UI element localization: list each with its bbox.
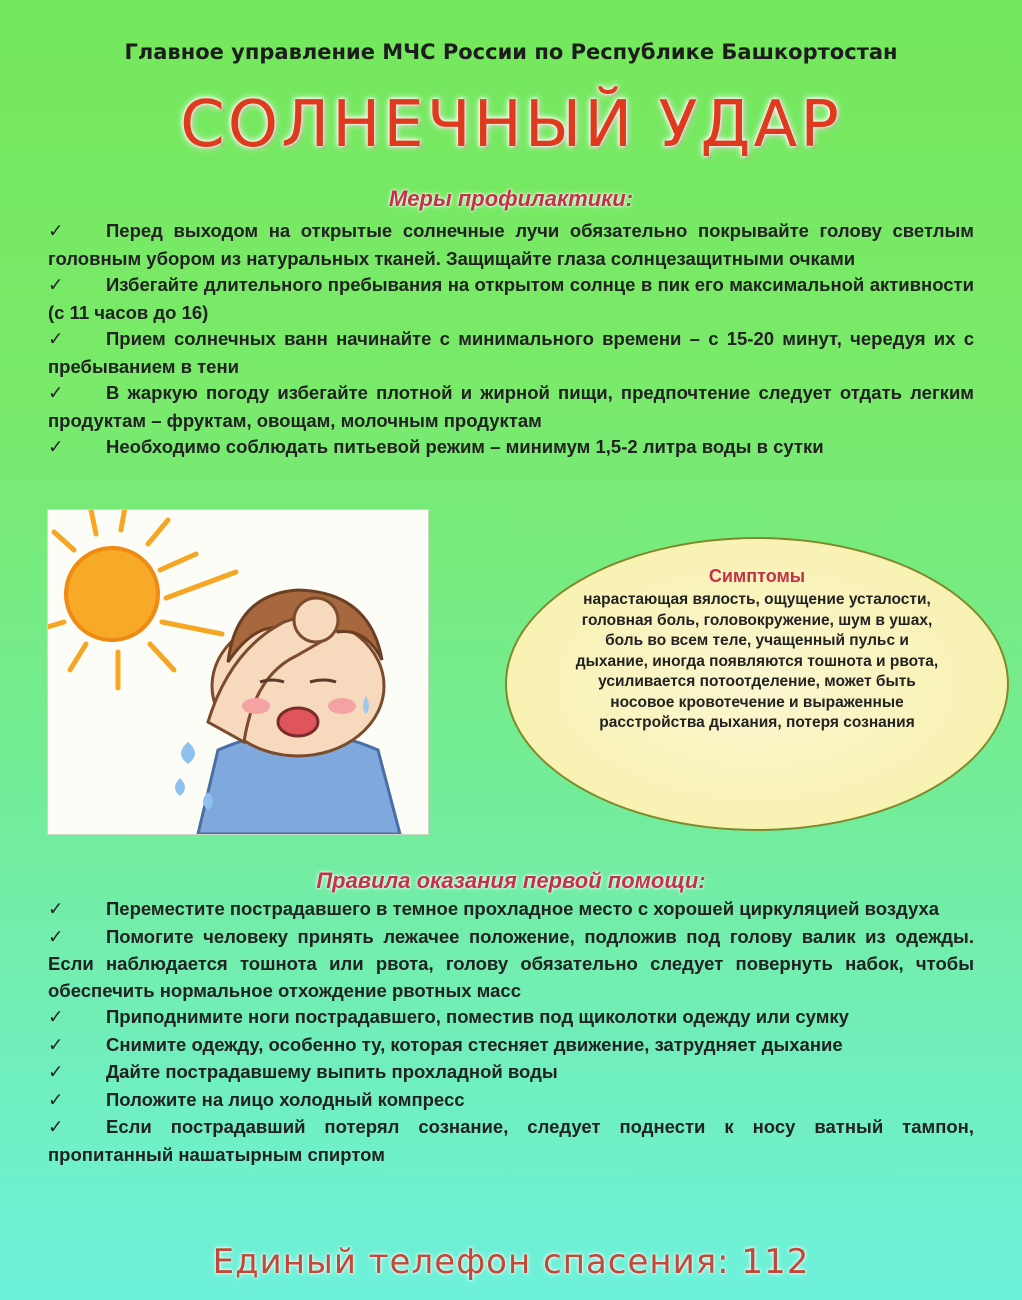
check-icon: ✓ bbox=[48, 926, 64, 948]
first-aid-item: ✓ Дайте пострадавшему выпить прохладной воды bbox=[48, 1059, 974, 1087]
poster-title: СОЛНЕЧНЫЙ УДАР bbox=[180, 88, 842, 162]
check-icon: ✓ bbox=[48, 275, 64, 296]
symptoms-text: нарастающая вялость, ощущение усталости, головная боль, головокружение, шум в ушах, боль во всем теле, учащенный пульс и дыхание, иногда появляются тошнота и рвота, усиливается потоотделение, может быть носовое кровотечение и выраженные расстройства дыхания, потеря сознания bbox=[575, 591, 939, 731]
first-aid-item: ✓ Если пострадавший потерял сознание, следует поднести к носу ватный тампон, пропитанный нашатырным спиртом bbox=[48, 1116, 974, 1165]
check-icon: ✓ bbox=[48, 1007, 64, 1028]
first-aid-item: ✓ Переместите пострадавшего в темное прохладное место с хорошей циркуляцией воздуха bbox=[48, 896, 974, 924]
first-aid-item: ✓ Положите на лицо холодный компресс bbox=[48, 1087, 974, 1115]
prevention-item: ✓ Избегайте длительного пребывания на открытом солнце в пик его максимальной активности (с 11 часов до 16) bbox=[48, 274, 974, 323]
organization-name: Главное управление МЧС России по Республике Башкортостан bbox=[124, 40, 898, 64]
first-aid-item: ✓ Помогите человеку принять лежачее положение, подложив под голову валик из одежды. Если наблюдается тошнота или рвота, голову обязательно следует повернуть набок, чтобы обеспечить нормальное отхождение рвотных масс bbox=[48, 925, 974, 1001]
first-aid-list bbox=[48, 896, 974, 1168]
first-aid-item: ✓ Снимите одежду, особенно ту, которая стесняет движение, затрудняет дыхание bbox=[48, 1032, 974, 1060]
emergency-phone: Единый телефон спасения: 112 bbox=[212, 1242, 810, 1282]
check-icon: ✓ bbox=[48, 221, 64, 242]
first-aid-heading: Правила оказания первой помощи: bbox=[316, 868, 706, 893]
check-icon: ✓ bbox=[48, 383, 64, 404]
check-icon: ✓ bbox=[48, 1034, 64, 1056]
check-icon: ✓ bbox=[48, 1117, 64, 1138]
sun-and-child-icon bbox=[48, 510, 428, 834]
check-icon: ✓ bbox=[48, 1062, 64, 1083]
sunstroke-illustration bbox=[48, 510, 428, 834]
prevention-item: ✓ Прием солнечных ванн начинайте с минимального времени – с 15-20 минут, чередуя их с пребыванием в тени bbox=[48, 328, 974, 377]
symptoms-heading: Симптомы bbox=[708, 566, 806, 586]
check-icon: ✓ bbox=[48, 329, 64, 350]
check-icon: ✓ bbox=[48, 1089, 64, 1111]
check-icon: ✓ bbox=[48, 899, 64, 920]
prevention-list bbox=[48, 218, 974, 462]
prevention-item: ✓ Перед выходом на открытые солнечные лучи обязательно покрывайте голову светлым головным убором из натуральных тканей. Защищайте глаза солнцезащитными очками bbox=[48, 220, 974, 269]
prevention-item: ✓ Необходимо соблюдать питьевой режим – минимум 1,5-2 литра воды в сутки bbox=[48, 434, 974, 462]
prevention-heading: Меры профилактики: bbox=[388, 186, 634, 211]
check-icon: ✓ bbox=[48, 437, 64, 458]
prevention-item: ✓ В жаркую погоду избегайте плотной и жирной пищи, предпочтение следует отдать легким продуктам – фруктам, овощам, молочным продуктам bbox=[48, 382, 974, 431]
first-aid-item: ✓ Приподнимите ноги пострадавшего, поместив под щиколотки одежду или сумку bbox=[48, 1004, 974, 1032]
